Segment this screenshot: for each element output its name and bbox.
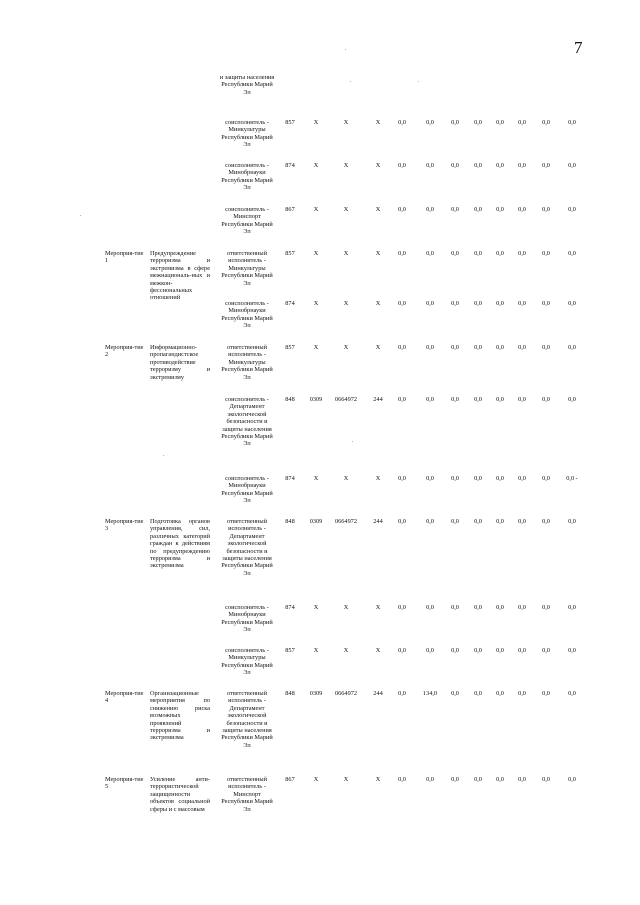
- value-cell: 0,0: [398, 206, 406, 213]
- value-cell: 857: [285, 250, 295, 257]
- value-cell: 0,0: [542, 690, 550, 697]
- value-cell: 0,0: [496, 344, 504, 351]
- value-cell: 867: [285, 206, 295, 213]
- value-cell: 0,0: [451, 162, 459, 169]
- executor: соисполнитель - Минобрнауки Республики Марий Эл: [221, 604, 273, 634]
- value-cell: 874: [285, 300, 295, 307]
- value-cell: 874: [285, 475, 295, 482]
- value-cell: 0,0: [451, 396, 459, 403]
- value-cell: 0,0: [426, 518, 434, 525]
- value-cell: 0,0: [398, 119, 406, 126]
- value-cell: 0,0: [518, 250, 526, 257]
- value-cell: Х: [343, 475, 349, 482]
- event-name: Усиление анти-террористической защищенности объектов социальной сферы и с массовым: [150, 776, 210, 813]
- value-cell: 0,0: [518, 162, 526, 169]
- value-cell: Х: [375, 119, 381, 126]
- value-cell: 0,0: [568, 604, 576, 611]
- executor: соисполнитель - Минкультуры Республики Марий Эл: [221, 119, 273, 149]
- value-cell: 0,0: [451, 604, 459, 611]
- value-cell: Х: [343, 162, 349, 169]
- executor: ответственный исполнитель - Минкультуры Республики Марий Эл: [221, 344, 273, 381]
- value-cell: 0,0: [398, 518, 406, 525]
- value-cell: 0,0: [518, 518, 526, 525]
- value-cell: 0,0: [496, 475, 504, 482]
- value-cell: 0,0: [542, 250, 550, 257]
- value-cell: 0,0: [451, 690, 459, 697]
- value-cell: 0,0: [518, 206, 526, 213]
- value-cell: 0,0: [398, 300, 406, 307]
- value-cell: Х: [375, 647, 381, 654]
- value-cell: 874: [285, 162, 295, 169]
- event-code: Мероприя-тие 5: [105, 776, 144, 791]
- value-cell: 0,0: [568, 300, 576, 307]
- value-cell: Х: [343, 344, 349, 351]
- value-cell: 0,0: [542, 776, 550, 783]
- value-cell: Х: [375, 250, 381, 257]
- value-cell: 0,0: [451, 344, 459, 351]
- value-cell: 0,0: [426, 119, 434, 126]
- event-code: Мероприя-тие 1: [105, 250, 144, 265]
- scan-speck: .: [345, 46, 347, 52]
- value-cell: 0,0: [474, 300, 482, 307]
- value-cell: 0,0: [542, 475, 550, 482]
- scan-speck: .: [80, 212, 82, 218]
- value-cell: 0309: [309, 690, 323, 697]
- value-cell: 0,0: [398, 162, 406, 169]
- value-cell: 0,0: [568, 690, 576, 697]
- executor: соисполнитель - Минобрнауки Республики Марий Эл: [221, 162, 273, 192]
- event-code: Мероприя-тие 4: [105, 690, 144, 705]
- scan-speck: .: [350, 78, 352, 84]
- event-code: Мероприя-тие 2: [105, 344, 144, 359]
- value-cell: Х: [343, 250, 349, 257]
- value-cell: 0,0: [398, 776, 406, 783]
- value-cell: 0,0: [398, 690, 406, 697]
- value-cell: 0,0: [426, 776, 434, 783]
- value-cell: 0,0: [474, 250, 482, 257]
- value-cell: 848: [285, 396, 295, 403]
- value-cell: 0,0: [426, 396, 434, 403]
- event-name: Предупреждение терроризма и экстремизма в сфере межнациональ-ных и межкон-фессиональных отношений: [150, 250, 210, 302]
- value-cell: Х: [375, 300, 381, 307]
- value-cell: 867: [285, 776, 295, 783]
- executor: ответственный исполнитель - Департамент экологической безопасности и защиты населения Республики Марий Эл: [221, 518, 273, 577]
- value-cell: 857: [285, 647, 295, 654]
- executor: ответственный исполнитель - Департамент экологической безопасности и защиты населения Республики Марий Эл: [221, 690, 273, 749]
- value-cell: Х: [313, 250, 319, 257]
- value-cell: 0,0: [426, 206, 434, 213]
- value-cell: 0,0: [542, 396, 550, 403]
- executor: соисполнитель - Департамент экологической безопасности и защиты населения Республики Марий Эл: [221, 396, 273, 448]
- value-cell: Х: [343, 119, 349, 126]
- value-cell: 0,0: [451, 250, 459, 257]
- value-cell: Х: [375, 776, 381, 783]
- value-cell: 0,0: [568, 776, 576, 783]
- value-cell: Х: [375, 344, 381, 351]
- value-cell: 0,0: [474, 475, 482, 482]
- value-cell: 0,0: [518, 690, 526, 697]
- value-cell: 0,0: [426, 250, 434, 257]
- value-cell: 0,0: [518, 300, 526, 307]
- value-cell: 0,0: [496, 518, 504, 525]
- value-cell: 0,0: [426, 344, 434, 351]
- value-cell: 0,0: [542, 206, 550, 213]
- value-cell: 848: [285, 690, 295, 697]
- event-name: Подготовка органов управления, сил, различных категорий граждан к действиям по предупреждению терроризма и экстремизма: [150, 518, 210, 570]
- executor: соисполнитель - Минкультуры Республики Марий Эл: [221, 647, 273, 677]
- value-cell: 0,0: [496, 647, 504, 654]
- value-cell: 0,0: [474, 604, 482, 611]
- scan-speck: .: [163, 452, 165, 458]
- value-cell: 0,0: [496, 690, 504, 697]
- value-cell: Х: [375, 206, 381, 213]
- value-cell: 0,0: [398, 475, 406, 482]
- value-cell: 0,0: [518, 396, 526, 403]
- value-cell: 0,0: [568, 119, 576, 126]
- value-cell: 0,0: [518, 647, 526, 654]
- value-cell: 0,0: [542, 162, 550, 169]
- value-cell: Х: [313, 119, 319, 126]
- value-cell: 0,0: [496, 300, 504, 307]
- executor: ответственный исполнитель - Минспорт Республики Марий Эл: [221, 776, 273, 813]
- value-cell: 0,0: [496, 776, 504, 783]
- value-cell: 0,0: [568, 206, 576, 213]
- value-cell: 0,0: [451, 119, 459, 126]
- value-cell: 0,0: [542, 647, 550, 654]
- value-cell: Х: [313, 206, 319, 213]
- value-cell: 0,0: [474, 206, 482, 213]
- value-cell: 134,0: [422, 690, 438, 697]
- value-cell: 0,0: [474, 119, 482, 126]
- value-cell: 0,0: [518, 344, 526, 351]
- value-cell: 0,0: [542, 300, 550, 307]
- value-cell: Х: [343, 776, 349, 783]
- value-cell: Х: [313, 300, 319, 307]
- value-cell: 0,0: [496, 250, 504, 257]
- event-name: Организационные мероприятия по снижению риска возможных проявлений терроризма и экстремизма: [150, 690, 210, 742]
- value-cell: 0,0 -: [566, 475, 578, 482]
- value-cell: 0,0: [568, 396, 576, 403]
- value-cell: Х: [375, 162, 381, 169]
- value-cell: 0309: [309, 396, 323, 403]
- value-cell: 0,0: [568, 162, 576, 169]
- value-cell: Х: [313, 604, 319, 611]
- value-cell: 0,0: [568, 518, 576, 525]
- value-cell: 0,0: [568, 250, 576, 257]
- value-cell: 857: [285, 344, 295, 351]
- page-number: 7: [574, 38, 583, 57]
- executor: и защиты населения Республики Марий Эл: [219, 74, 275, 96]
- event-name: Информационно-пропагандистское противодействие терроризму и экстремизму: [150, 344, 210, 381]
- executor: ответственный исполнитель - Минкультуры Республики Марий Эл: [221, 250, 273, 287]
- value-cell: 0,0: [451, 206, 459, 213]
- value-cell: 0,0: [474, 776, 482, 783]
- value-cell: 857: [285, 119, 295, 126]
- value-cell: 0,0: [426, 162, 434, 169]
- executor: соисполнитель - Минобрнауки Республики Марий Эл: [221, 475, 273, 505]
- value-cell: Х: [343, 604, 349, 611]
- value-cell: 0,0: [398, 344, 406, 351]
- value-cell: 0,0: [451, 776, 459, 783]
- value-cell: 244: [373, 396, 383, 403]
- value-cell: 0,0: [518, 604, 526, 611]
- value-cell: 244: [373, 690, 383, 697]
- value-cell: 0,0: [496, 162, 504, 169]
- value-cell: 0,0: [451, 475, 459, 482]
- value-cell: 0,0: [398, 647, 406, 654]
- value-cell: 0,0: [474, 518, 482, 525]
- value-cell: 0,0: [518, 475, 526, 482]
- value-cell: 0,0: [518, 776, 526, 783]
- value-cell: 0,0: [474, 647, 482, 654]
- value-cell: 0,0: [426, 300, 434, 307]
- value-cell: 0,0: [426, 647, 434, 654]
- value-cell: Х: [343, 206, 349, 213]
- value-cell: 0,0: [426, 475, 434, 482]
- value-cell: 0,0: [542, 604, 550, 611]
- scan-speck: .: [418, 78, 420, 84]
- value-cell: Х: [343, 300, 349, 307]
- value-cell: 874: [285, 604, 295, 611]
- value-cell: Х: [313, 647, 319, 654]
- value-cell: 0309: [309, 518, 323, 525]
- value-cell: 848: [285, 518, 295, 525]
- executor: соисполнитель - Минспорт Республики Марий Эл: [221, 206, 273, 236]
- value-cell: Х: [313, 475, 319, 482]
- value-cell: 0,0: [474, 396, 482, 403]
- value-cell: Х: [375, 604, 381, 611]
- value-cell: 0,0: [474, 344, 482, 351]
- scan-speck: .: [352, 438, 354, 444]
- value-cell: 0664972: [334, 396, 358, 403]
- value-cell: 0,0: [496, 604, 504, 611]
- value-cell: Х: [313, 344, 319, 351]
- value-cell: 0,0: [451, 647, 459, 654]
- value-cell: 0,0: [518, 119, 526, 126]
- executor: соисполнитель - Минобрнауки Республики Марий Эл: [221, 300, 273, 330]
- value-cell: 244: [373, 518, 383, 525]
- value-cell: 0,0: [496, 119, 504, 126]
- event-code: Мероприя-тие 3: [105, 518, 144, 533]
- value-cell: 0,0: [568, 344, 576, 351]
- value-cell: 0,0: [542, 344, 550, 351]
- value-cell: Х: [313, 162, 319, 169]
- value-cell: 0,0: [398, 604, 406, 611]
- value-cell: 0,0: [474, 162, 482, 169]
- value-cell: 0,0: [542, 119, 550, 126]
- value-cell: Х: [375, 475, 381, 482]
- value-cell: 0664972: [334, 518, 358, 525]
- value-cell: 0,0: [451, 300, 459, 307]
- value-cell: 0,0: [474, 690, 482, 697]
- value-cell: 0,0: [398, 396, 406, 403]
- value-cell: 0,0: [451, 518, 459, 525]
- value-cell: Х: [313, 776, 319, 783]
- value-cell: 0,0: [398, 250, 406, 257]
- value-cell: 0,0: [496, 396, 504, 403]
- value-cell: 0,0: [542, 518, 550, 525]
- value-cell: Х: [343, 647, 349, 654]
- value-cell: 0,0: [568, 647, 576, 654]
- value-cell: 0,0: [496, 206, 504, 213]
- value-cell: 0,0: [426, 604, 434, 611]
- value-cell: 0664972: [334, 690, 358, 697]
